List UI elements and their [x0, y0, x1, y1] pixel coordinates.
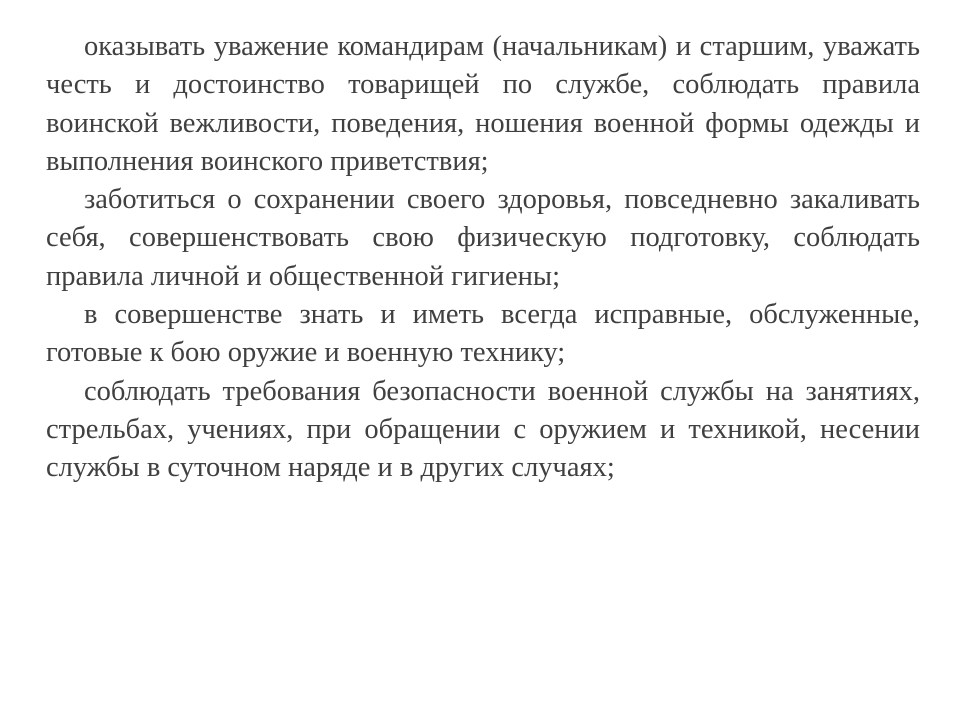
- paragraph-safety: соблюдать требования безопасности военной службы на занятиях, стрельбах, учениях, при обращении с оружием и техникой, несении службы в суточном наряде и в других случаях;: [46, 375, 920, 484]
- slide-body: [46, 28, 920, 488]
- paragraph-weapons: в совершенстве знать и иметь всегда исправные, обслуженные, готовые к бою оружие и военную технику;: [46, 299, 920, 369]
- paragraph-health: заботиться о сохранении своего здоровья, повседневно закаливать себя, совершенствовать свою физическую подготовку, соблюдать правила личной и общественной гигиены;: [46, 184, 920, 292]
- paragraph-respect: оказывать уважение командирам (начальникам) и старшим, уважать честь и достоинство товарищей по службе, соблюдать правила воинской вежливости, поведения, ношения военной формы одежды и выполнения воинского приветствия;: [46, 31, 920, 177]
